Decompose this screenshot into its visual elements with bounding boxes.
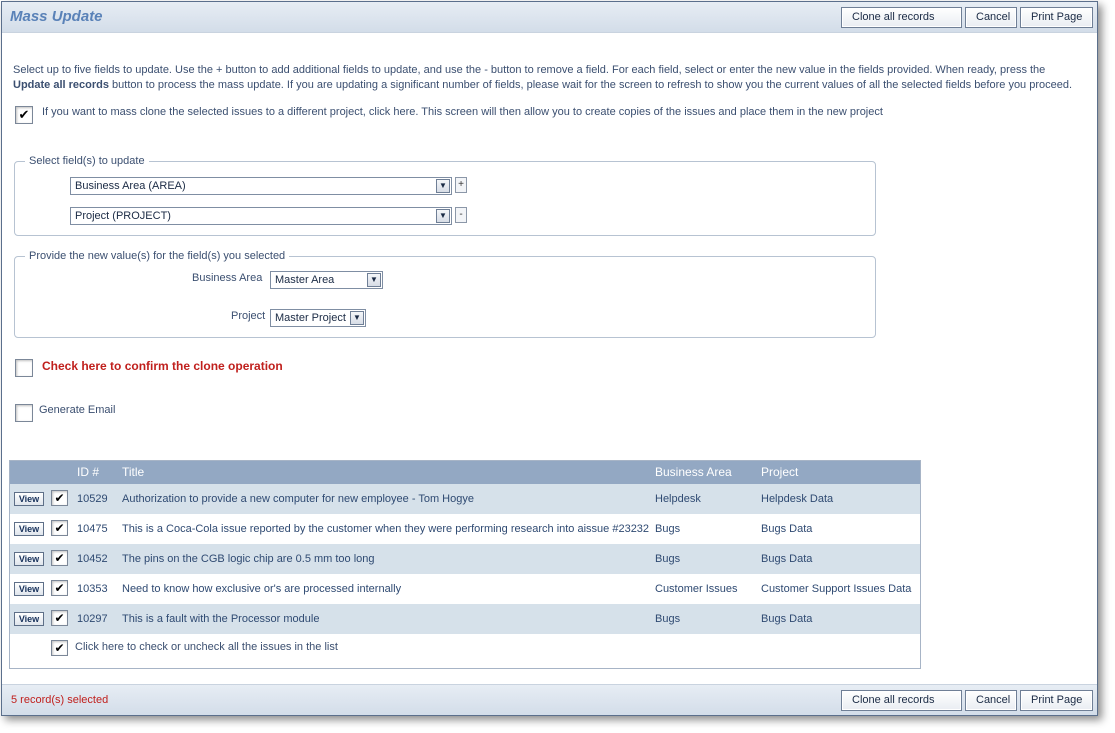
chevron-down-icon: ▼: [436, 209, 450, 223]
select-fields-legend: Select field(s) to update: [29, 155, 145, 167]
view-button[interactable]: View: [14, 582, 44, 596]
check-all-label: Click here to check or uncheck all the issues in the list: [75, 641, 338, 653]
row-checkbox[interactable]: ✔: [51, 610, 68, 626]
table-row: [10, 484, 920, 514]
print-page-button[interactable]: Print Page: [1020, 7, 1093, 28]
mass-update-window: [1, 1, 1098, 716]
row-id: 10297: [77, 613, 108, 625]
row-checkbox[interactable]: ✔: [51, 520, 68, 536]
confirm-clone-label: Check here to confirm the clone operation: [42, 359, 283, 373]
project-value-select[interactable]: Master Project ▼: [270, 309, 366, 327]
chevron-down-icon: ▼: [367, 273, 381, 287]
issues-table: [9, 460, 921, 669]
table-row: [10, 574, 920, 604]
column-header-business-area[interactable]: Business Area: [655, 465, 732, 479]
generate-email-label: Generate Email: [39, 404, 116, 416]
table-row: [10, 544, 920, 574]
field-select-project[interactable]: Project (PROJECT) ▼: [70, 207, 452, 225]
row-checkbox[interactable]: ✔: [51, 550, 68, 566]
clone-all-records-button[interactable]: Clone all records: [841, 7, 962, 28]
remove-field-button[interactable]: -: [455, 207, 467, 223]
confirm-clone-checkbox[interactable]: [15, 359, 33, 377]
row-project: Bugs Data: [761, 553, 813, 565]
add-field-button[interactable]: +: [455, 177, 467, 193]
bottom-toolbar: [841, 690, 1093, 711]
check-all-row: [10, 634, 920, 664]
row-id: 10353: [77, 583, 108, 595]
view-button[interactable]: View: [14, 612, 44, 626]
column-header-project[interactable]: Project: [761, 465, 799, 479]
row-business-area: Customer Issues: [655, 583, 738, 595]
table-header: [10, 461, 920, 484]
new-values-fieldset: [14, 250, 876, 338]
top-toolbar: [841, 7, 1093, 28]
clone-option-checkbox[interactable]: ✔: [15, 106, 33, 124]
clone-all-records-button[interactable]: Clone all records: [841, 690, 962, 711]
row-id: 10529: [77, 493, 108, 505]
row-project: Bugs Data: [761, 523, 813, 535]
row-checkbox[interactable]: ✔: [51, 490, 68, 506]
row-title: Need to know how exclusive or's are processed internally: [122, 583, 402, 595]
instructions-text: Select up to five fields to update. Use the + button to add additional fields to update, and use the - button to remove a field. For each field, select or enter the new value in the fields provided. When ready, press the Update all records button to process the mass update. If you are updating a significant number of fields, please wait for the screen to refresh to show you the current values of all the selected fields before you proceed.: [13, 64, 1073, 91]
header-bar: [2, 2, 1097, 33]
chevron-down-icon: ▼: [436, 179, 450, 193]
business-area-value-select[interactable]: Master Area ▼: [270, 271, 383, 289]
row-title: Authorization to provide a new computer for new employee - Tom Hogye: [122, 493, 474, 505]
view-button[interactable]: View: [14, 552, 44, 566]
row-checkbox[interactable]: ✔: [51, 580, 68, 596]
row-project: Bugs Data: [761, 613, 813, 625]
page-title: Mass Update: [10, 8, 103, 25]
row-title: The pins on the CGB logic chip are 0.5 mm too long: [122, 553, 375, 565]
row-business-area: Bugs: [655, 553, 681, 565]
clone-option-label: If you want to mass clone the selected issues to a different project, click here. This screen will then allow you to create copies of the issues and place them in the new project: [42, 106, 883, 118]
check-all-checkbox[interactable]: ✔: [51, 640, 68, 656]
print-page-button[interactable]: Print Page: [1020, 690, 1093, 711]
view-button[interactable]: View: [14, 492, 44, 506]
project-label: Project: [231, 310, 266, 322]
row-business-area: Bugs: [655, 523, 681, 535]
row-id: 10452: [77, 553, 108, 565]
generate-email-checkbox[interactable]: [15, 404, 33, 422]
cancel-button[interactable]: Cancel: [965, 690, 1017, 711]
row-title: This is a Coca-Cola issue reported by the customer when they were performing research into aissue #23232: [122, 523, 650, 535]
footer-bar: [2, 684, 1097, 715]
row-project: Helpdesk Data: [761, 493, 834, 505]
chevron-down-icon: ▼: [350, 311, 364, 325]
new-values-legend: Provide the new value(s) for the field(s) you selected: [29, 250, 286, 262]
cancel-button[interactable]: Cancel: [965, 7, 1017, 28]
row-business-area: Bugs: [655, 613, 681, 625]
business-area-label: Business Area: [192, 272, 263, 284]
view-button[interactable]: View: [14, 522, 44, 536]
row-id: 10475: [77, 523, 108, 535]
field-select-business-area[interactable]: Business Area (AREA) ▼: [70, 177, 452, 195]
records-selected-status: 5 record(s) selected: [11, 694, 109, 706]
row-project: Customer Support Issues Data: [761, 583, 912, 595]
column-header-id[interactable]: ID #: [77, 465, 100, 479]
column-header-title[interactable]: Title: [122, 465, 145, 479]
row-business-area: Helpdesk: [655, 493, 701, 505]
table-row: [10, 514, 920, 544]
row-title: This is a fault with the Processor module: [122, 613, 320, 625]
table-row: [10, 604, 920, 634]
